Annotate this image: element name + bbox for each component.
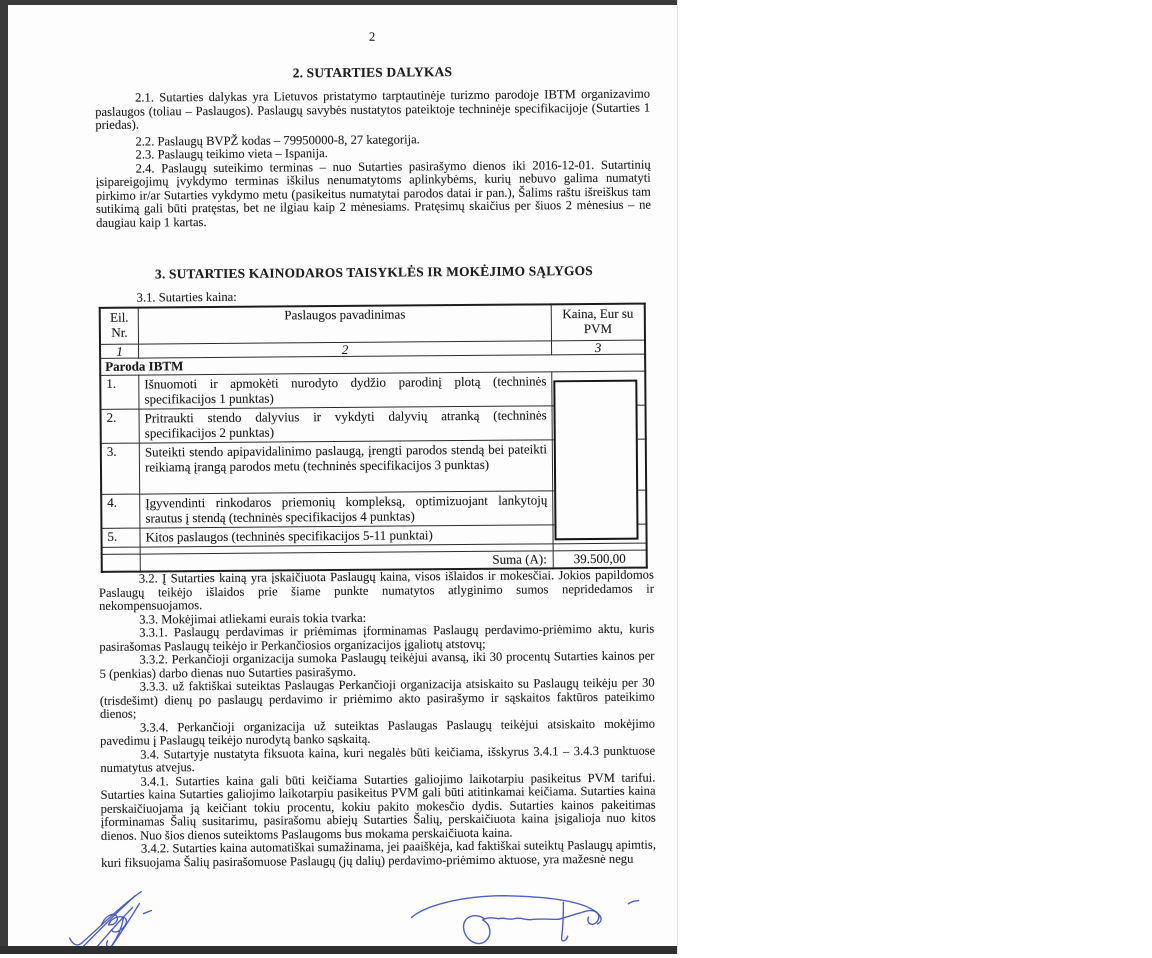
paragraph-2-3: 2.3. Paslaugų teikimo vieta – Ispanija. xyxy=(135,146,328,162)
header-paslaugos-pavadinimas: Paslaugos pavadinimas xyxy=(138,304,551,343)
row-service: Įgyvendinti rinkodaros priemonių kompleksą, optimizuojant lankytojų srautus į stendą (techninės specifikacijos 4 punktas) xyxy=(140,491,553,528)
paragraph-2-4: 2.4. Paslaugų suteikimo terminas – nuo Sutarties pasirašymo dienos iki 2016-12-01. Sutartinių įsipareigojimų įvykdymo terminas iškilus nenumatytoms aplinkybėms, kurių nebuvo galima numatyti pirkimo ir/ar Sutarties vykdymo metu (pasikeitus numatytai parodos datai ir pan.), Šalims raštu išreiškus tam sutikimą gali būti pratęstas, bet ne ilgiau kaip 2 mėnesiams. Pratęsimų skaičius per šiuos 2 mėnesius – ne daugiau kaip 1 kartas. xyxy=(95,157,651,230)
handwritten-signature-right xyxy=(401,891,646,955)
col-number-3: 3 xyxy=(552,340,645,355)
scan-border-left xyxy=(0,0,8,954)
paragraph-3-3-3: 3.3.3. už faktiškai suteiktas Paslaugas Perkančioji organizacija atsiskaito su Paslaugų teikėju per 30 (trisdešimt) dienų po paslaugų perdavimo ir priėmimo akto pasirašymo ir sąskaitos faktūros pateikimo dienos; xyxy=(99,675,655,721)
price-intro: 3.1. Sutarties kaina: xyxy=(136,289,237,305)
row-nr: 5. xyxy=(101,528,140,547)
col-number-1: 1 xyxy=(100,344,139,358)
paragraph-3-2: 3.2. Į Sutarties kainą yra įskaičiuota Paslaugų kaina, visos išlaidos ir mokesčiai. Jokios papildomos Paslaugų teikėjo išlaidos prie šiame punkte numatytos atlyginimo sumos nepridedamos ir nekompensuojamos. xyxy=(98,567,654,613)
scan-border-top xyxy=(0,0,678,5)
table-header-row xyxy=(100,304,645,344)
page-right-edge xyxy=(677,0,678,954)
row-service: Išnuomoti ir apmokėti nurodyto dydžio parodinį plotą (techninės specifikacijos 1 punktas) xyxy=(139,371,552,408)
row-service: Suteikti stendo apipavidalinimo paslaugą, įrengti parodos stendą bei pateikti reikiamą įrangą parodos metu (techninės specifikacijos 3 punktas) xyxy=(139,440,552,494)
section-2-heading: 2. SUTARTIES DALYKAS xyxy=(292,64,453,81)
paragraph-3-3: 3.3. Mokėjimai atliekami eurais tokia tvarka: xyxy=(139,610,367,627)
paragraph-2-2: 2.2. Paslaugų BVPŽ kodas – 79950000-8, 27 kategorija. xyxy=(135,131,420,149)
paragraph-3-4-2: 3.4.2. Sutarties kaina automatiškai sumažinama, jei paaiškėja, kad faktiškai suteiktų Paslaugų apimtis, kuri fiksuojama Šalių pasirašomuose Paslaugų (jų dalių) perdavimo-priėmimo aktuose, yra mažesnė negu xyxy=(101,837,657,870)
section-3-body xyxy=(99,569,656,870)
row-nr: 2. xyxy=(101,409,140,443)
header-eil-nr: Eil. Nr. xyxy=(100,308,139,344)
section-3-heading: 3. SUTARTIES KAINODAROS TAISYKLĖS IR MOKĖJIMO SĄLYGOS xyxy=(154,263,593,282)
paragraph-3-3-2: 3.3.2. Perkančioji organizacija sumoka Paslaugų teikėjui avansą, iki 30 procentų Sutarties kainos per 5 (penkias) darbo dienas nuo Sutarties pasirašymo. xyxy=(99,648,655,681)
row-service: Kitos paslaugos (techninės specifikacijos 5-11 punktai) xyxy=(140,525,553,547)
paragraph-3-3-4: 3.3.4. Perkančioji organizacija už suteiktas Paslaugas Paslaugų teikėjui atsiskaito mokėjimo pavedimu į Paslaugų teikėjo nurodytą banko sąskaitą. xyxy=(100,716,656,748)
paragraph-3-4: 3.4. Sutartyje nustatyta fiksuota kaina, kuri negalės būti keičiama, išskyrus 3.4.1 – 3.4.3 punktuose numatytus atvejus. xyxy=(100,743,656,775)
row-nr: 4. xyxy=(101,494,140,528)
row-nr: 3. xyxy=(101,443,140,494)
page-number: 2 xyxy=(368,29,376,44)
section-2-body xyxy=(95,88,651,230)
col-number-2: 2 xyxy=(139,340,552,357)
row-nr: 1. xyxy=(100,375,139,409)
sum-value: 39.500,00 xyxy=(553,550,647,568)
row-service: Pritraukti stendo dalyvius ir vykdyti dalyvių atranką (techninės specifikacijos 2 punktas) xyxy=(139,406,552,443)
paragraph-3-3-1: 3.3.1. Paslaugų perdavimas ir priėmimas įforminamas Paslaugų perdavimo-priėmimo aktu, kuris pasirašomas Paslaugų teikėjo ir Perkančiosios organizacijos įgaliotų atstovų; xyxy=(99,621,655,654)
redaction-box xyxy=(553,380,638,541)
sum-label: Suma (A): xyxy=(140,550,553,571)
group-label: Paroda IBTM xyxy=(100,354,645,375)
scan-border-bottom xyxy=(0,946,678,954)
paragraph-3-4-1: 3.4.1. Sutarties kaina gali būti keičiama Sutarties galiojimo laikotarpiu pasikeitus PVM tarifui. Sutarties kaina Sutarties galiojimo laikotarpiu pasikeitus PVM gali būti atitinkamai keičiama. Sutarties kaina perskaičiuojama ją keičiant tokiu procentu, kokiu pakito mokesčio dydis. Sutarties kainos pakeitimas įforminamas Šalių susitarimu, pasirašomu abiejų Sutarties Šalių, perskaičiuota kaina įsigalioja nuo kitos dienos. Nuo šios dienos suteiktoms Paslaugoms bus mokama perskaičiuota kaina. xyxy=(100,770,656,843)
paragraph-2-1: 2.1. Sutarties dalykas yra Lietuvos pristatymo tarptautinėje turizmo parodoje IBTM organizavimo paslaugos (toliau – Paslaugos). Paslaugų savybės nustatytos pateiktoje techninėje specifikacijoje (Sutarties 1 priedas). xyxy=(95,86,651,132)
header-kaina: Kaina, Eur su PVM xyxy=(551,304,645,341)
